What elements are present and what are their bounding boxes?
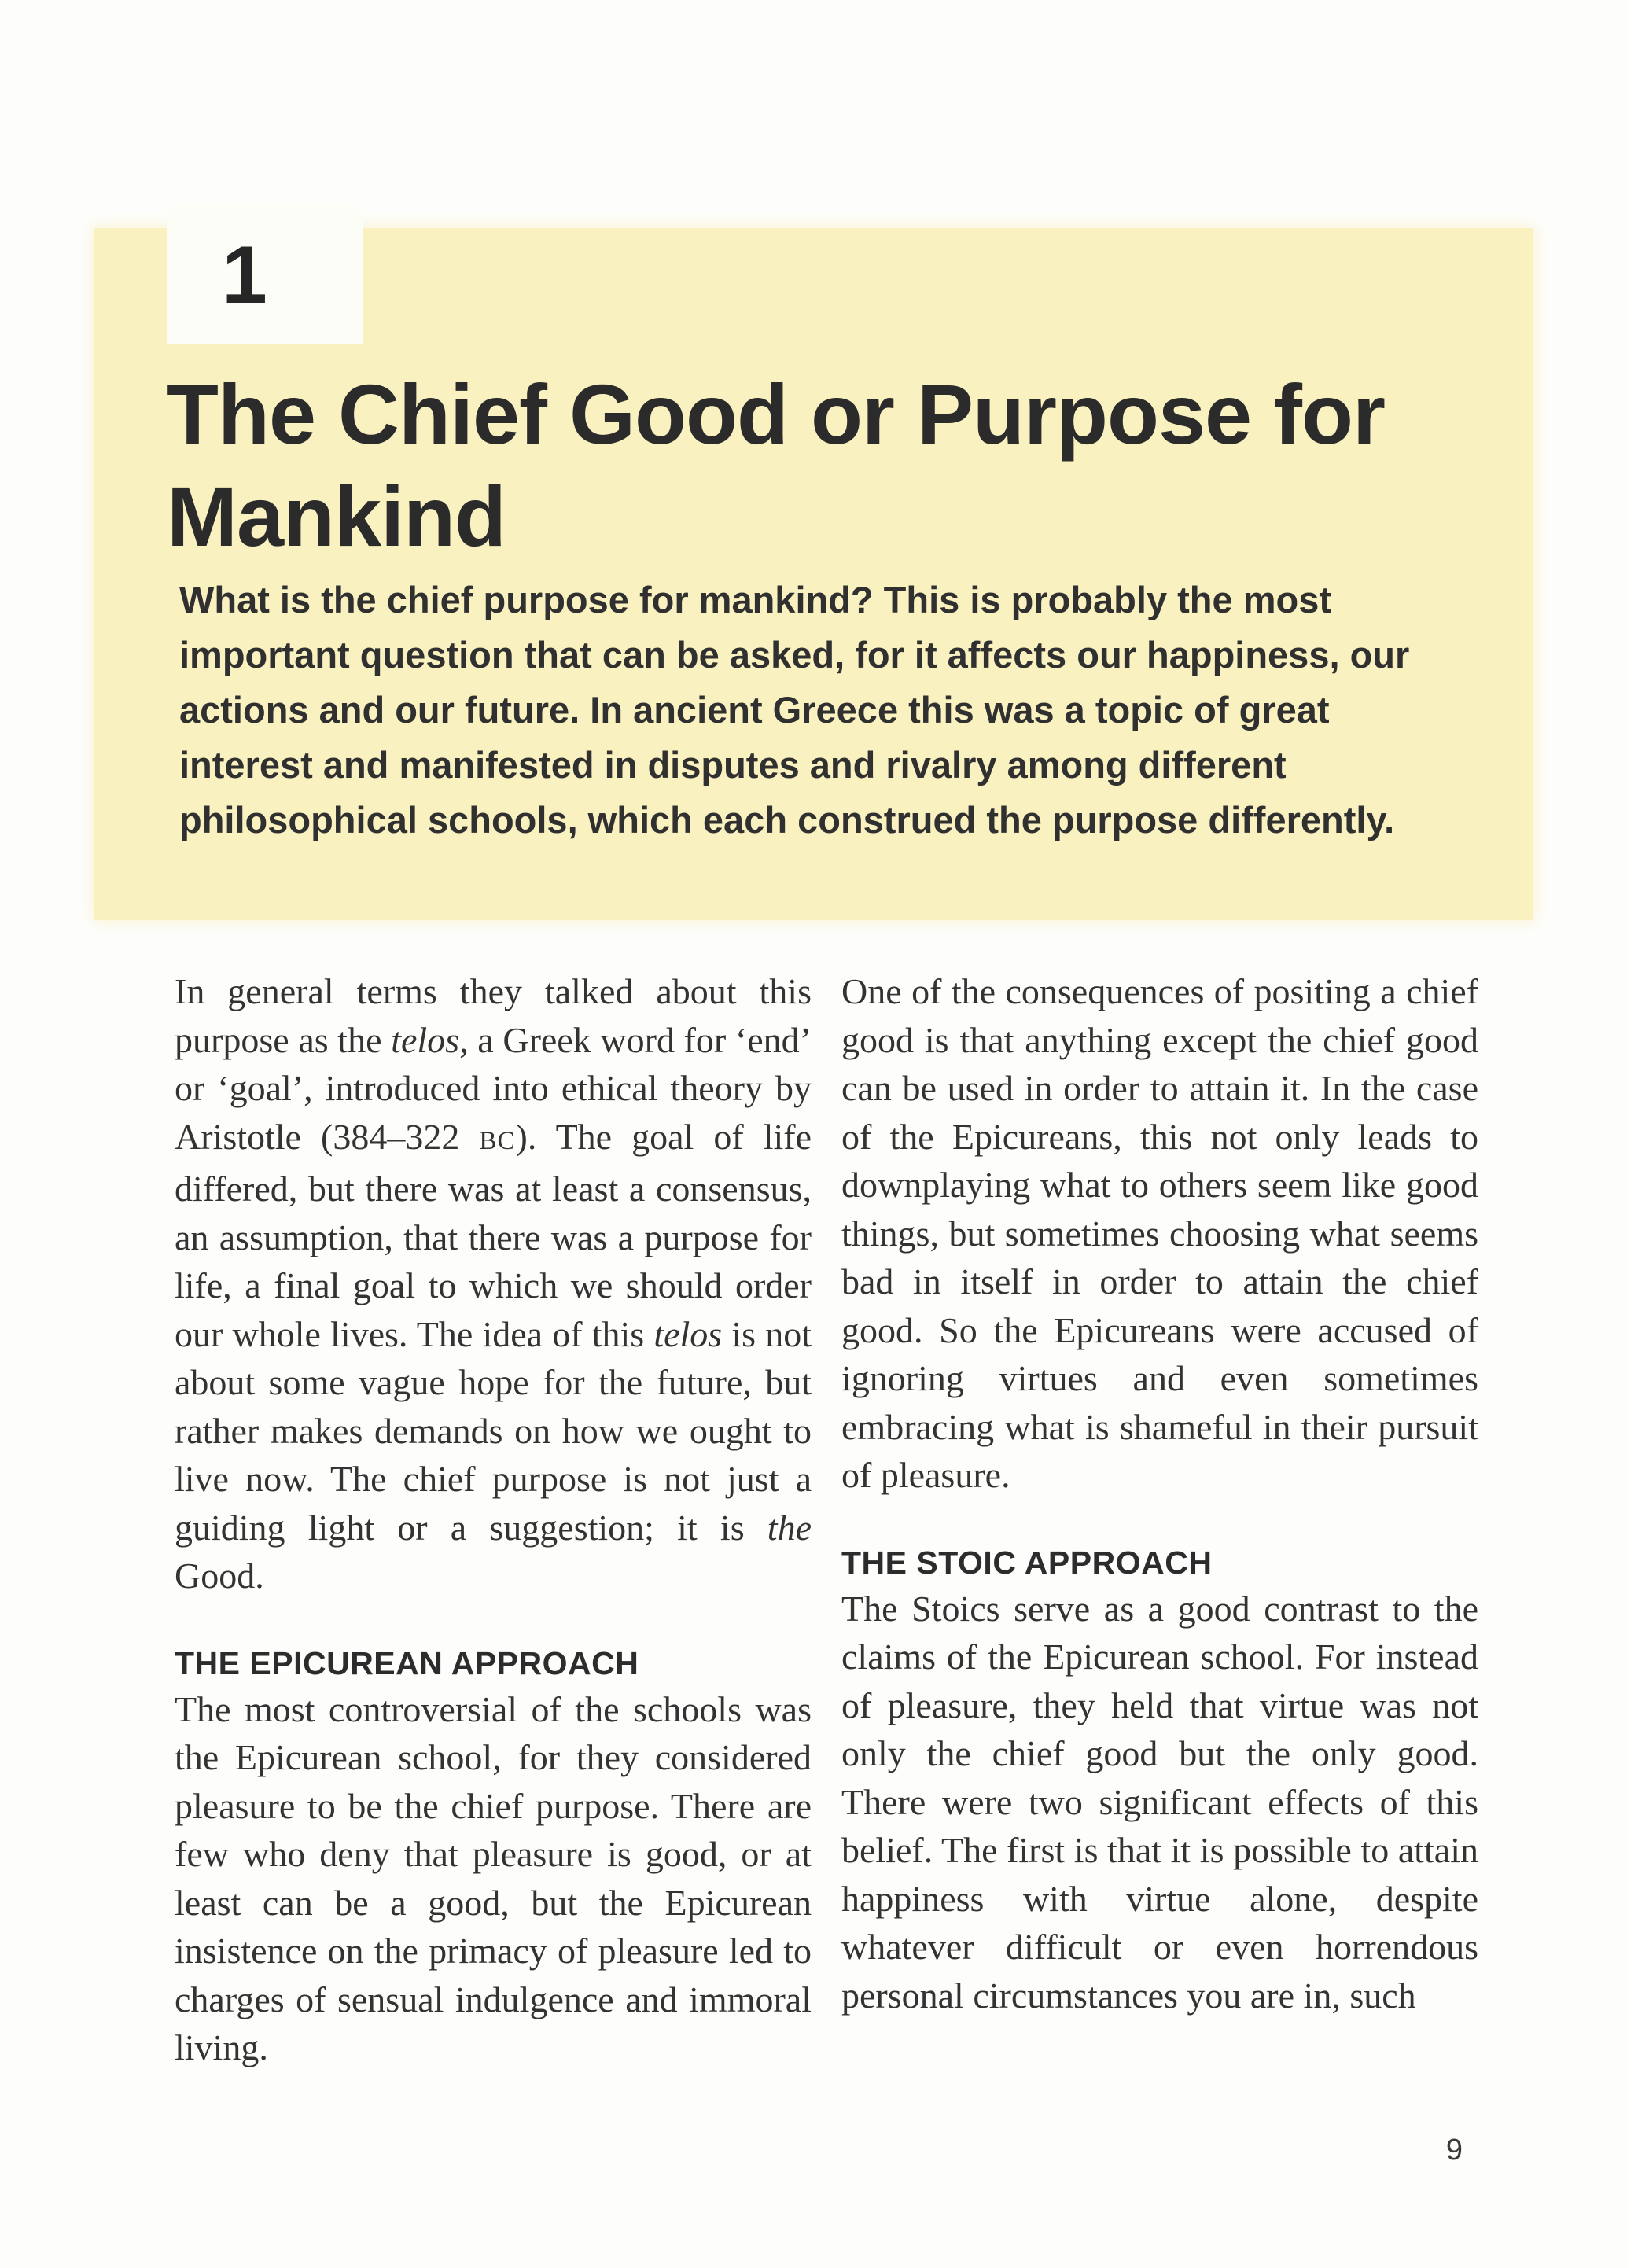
section-heading-stoic: THE STOIC APPROACH bbox=[841, 1544, 1213, 1581]
chapter-intro: What is the chief purpose for mankind? This is probably the most important question that can be asked, for it affects our happiness, our actions and our future. In ancient Greece this was a topic of great interest and manifested in disputes and rivalry among different philosophical schools, which each construed the purpose differently. bbox=[179, 579, 1410, 841]
italic-emphasis: the bbox=[767, 1507, 812, 1548]
chapter-title: The Chief Good or Purpose for Mankind bbox=[167, 366, 1386, 564]
left-paragraph-2: The most controversial of the schools was the Epicurean school, for they considered pleasure to be the chief purpose. There are few who deny that pleasure is good, or at least can be a good, but the Epicurean insistence on the primacy of pleasure led to charges of sensual indulgence and immoral living. bbox=[175, 1688, 812, 2067]
left-paragraph-1 bbox=[175, 967, 812, 1600]
italic-term: telos bbox=[653, 1313, 723, 1354]
text-run: In general terms they talked about this purpose as the bbox=[175, 971, 812, 1060]
right-paragraph-2: The Stoics serve as a good contrast to the claims of the Epicurean school. For instead of pleasure, they held that virtue was not only the chief good but the only good. There were two significant effects of this belief. The first is that it is possible to attain happiness with virtue alone, despite whatever difficult or even horrendous personal circumstances you are in, such bbox=[841, 1588, 1478, 2016]
right-paragraph-1: One of the consequences of positing a chief good is that anything except the chief good can be used in order to attain it. In the case of the Epicureans, this not only leads to downplaying what to others seem like good things, but sometimes choosing what seems bad in itself in order to attain the chief good. So the Epicureans were accused of ignoring virtues and even sometimes embracing what is shameful in their pursuit of pleasure. bbox=[841, 971, 1478, 1495]
text-run: , a Greek word for ‘end’ or ‘goal’, introduced into ethical theory by Aristotle (384–322 bbox=[175, 1019, 812, 1157]
right-column bbox=[841, 967, 1478, 2019]
small-caps-era: BC bbox=[479, 1125, 516, 1155]
section-heading-epicurean: THE EPICUREAN APPROACH bbox=[175, 1644, 639, 1681]
text-run: ). The goal of life differed, but there was at least a consensus, an assumption, that there was a purpose for life, a final goal to which we should order our whole lives. The idea of this bbox=[175, 1116, 812, 1354]
chapter-number: 1 bbox=[222, 230, 267, 321]
page-number: 9 bbox=[1445, 2134, 1463, 2167]
text-run: is not about some vague hope for the future, but rather makes demands on how we ought to live now. The chief purpose is not just a guiding light or a suggestion; it is bbox=[175, 1313, 812, 1548]
text-run: Good. bbox=[175, 1556, 264, 1596]
left-column bbox=[175, 967, 812, 2072]
italic-term: telos bbox=[391, 1019, 460, 1060]
